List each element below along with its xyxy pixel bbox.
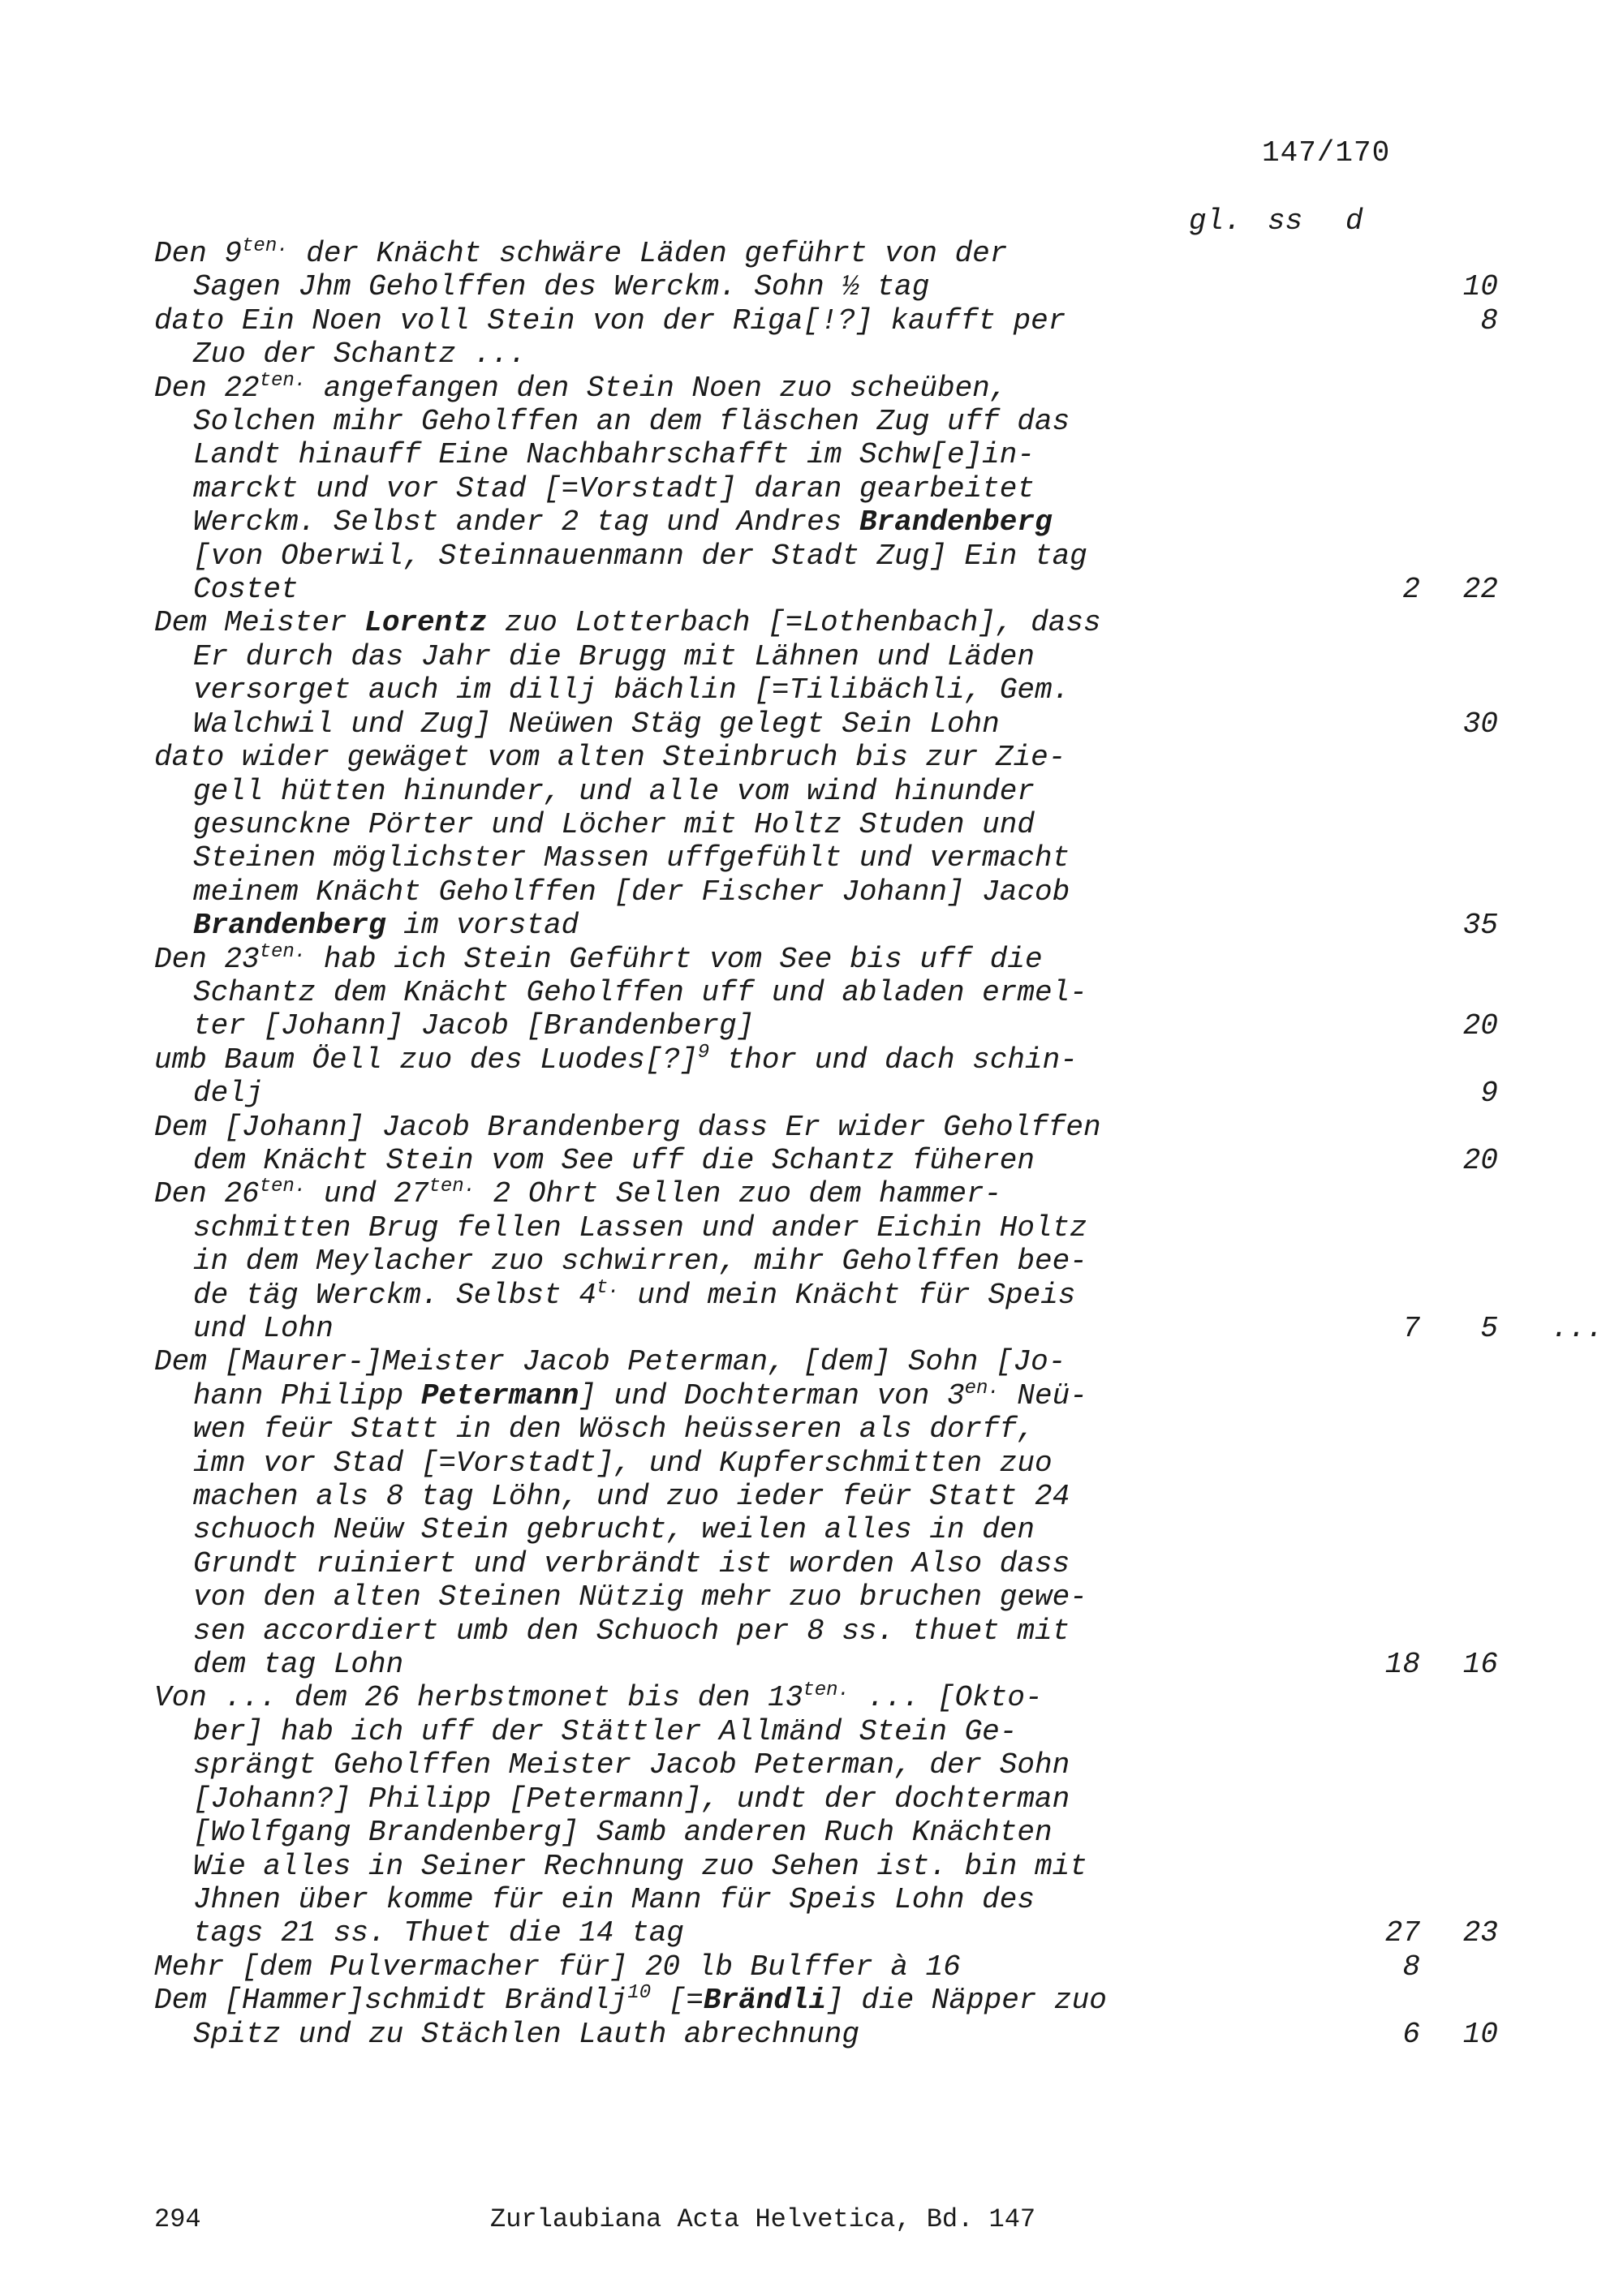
text-segment: Dem [Maurer-]Meister Jacob Peterman, [dem] Sohn [Jo- xyxy=(154,1345,1066,1379)
ledger-entry xyxy=(154,1176,1604,1345)
text-segment: sen accordiert umb den Schuoch per 8 ss. thuet mit xyxy=(193,1614,1070,1648)
entry-text xyxy=(154,1177,1191,1345)
bold-name: Petermann xyxy=(420,1378,579,1412)
ledger-entry xyxy=(154,1982,1498,2051)
ledger-entry xyxy=(154,940,1498,1043)
text-segment: Dem Meister xyxy=(154,606,365,640)
text-segment: Den 22 xyxy=(154,371,260,405)
text-segment: Landt hinauff Eine Nachbahrschafft im Schw[e]in- xyxy=(193,438,1035,472)
entry-text xyxy=(154,940,1191,1043)
bold-name: Brandenberg xyxy=(193,909,386,943)
text-segment: von den alten Steinen Nützig mehr zuo bruchen gewe- xyxy=(193,1580,1087,1615)
entry-text xyxy=(154,237,1191,304)
amount-gl: 7 xyxy=(1402,1312,1420,1345)
entry-text xyxy=(154,1681,1191,1950)
amount-ss: 16 xyxy=(1462,1648,1498,1682)
bold-name: Brändli xyxy=(703,1984,827,2018)
amount-ss: 20 xyxy=(1462,1143,1498,1177)
text-segment: ] und Dochterman von 3 xyxy=(579,1378,965,1412)
text-segment: umb Baum Öell zuo des Luodes[?] xyxy=(154,1043,698,1077)
text-segment: ter [Johann] Jacob [Brandenberg] xyxy=(193,1009,755,1043)
text-segment: Von ... dem 26 herbstmonet bis den 13 xyxy=(154,1681,803,1715)
superscript: ten. xyxy=(259,940,307,963)
ledger-entry xyxy=(154,1679,1498,1950)
text-segment: und 27 xyxy=(306,1177,429,1211)
amount-gl: 2 xyxy=(1402,573,1420,607)
superscript: en. xyxy=(964,1377,1000,1400)
text-segment: imn vor Stad [=Vorstadt], und Kupferschmitten zuo xyxy=(193,1446,1053,1480)
text-segment: Den 9 xyxy=(154,237,243,270)
amount-ss: 30 xyxy=(1462,707,1498,741)
text-segment: Costet xyxy=(193,573,299,607)
text-segment: [von Oberwil, Steinnauenmann der Stadt Zug] Ein tag xyxy=(193,539,1087,573)
ledger-entry xyxy=(154,369,1498,607)
text-segment: zuo Lotterbach [=Lothenbach], dass xyxy=(487,606,1101,640)
superscript: ten. xyxy=(428,1176,476,1198)
text-segment: Schantz dem Knächt Geholffen uff und abladen ermel- xyxy=(193,975,1087,1009)
ledger-entry xyxy=(154,1110,1498,1178)
text-segment: de täg Werckm. Selbst 4 xyxy=(193,1278,596,1312)
text-segment: Werckm. Selbst ander 2 tag und Andres xyxy=(193,505,859,540)
text-segment: Solchen mihr Geholffen an dem fläschen Zug uff das xyxy=(193,405,1070,439)
amount-ss: 9 xyxy=(1480,1077,1498,1111)
amount-d: ... xyxy=(1551,1312,1604,1345)
footer-page-number: 294 xyxy=(154,2204,201,2234)
text-segment: Dem [Johann] Jacob Brandenberg dass Er wider Geholffen xyxy=(154,1110,1101,1144)
text-segment: tags 21 ss. Thuet die 14 tag xyxy=(193,1916,684,1950)
page-number: 147/170 xyxy=(1262,136,1391,170)
text-segment: Den 26 xyxy=(154,1177,260,1211)
text-segment: [Johann?] Philipp [Petermann], undt der dochterman xyxy=(193,1782,1070,1816)
text-segment: Neü- xyxy=(999,1378,1087,1412)
text-segment: meinem Knächt Geholffen [der Fischer Johann] Jacob xyxy=(193,875,1070,909)
entry-text xyxy=(154,1043,1191,1111)
entry-text xyxy=(154,369,1191,607)
amount-ss: 5 xyxy=(1480,1312,1498,1345)
text-segment: Sagen Jhm Geholffen des Werckm. Sohn ½ tag xyxy=(193,270,930,304)
ledger-entry xyxy=(154,1041,1498,1111)
text-segment: 2 Ohrt Sellen zuo dem hammer- xyxy=(476,1177,1002,1211)
entry-text xyxy=(154,1984,1191,2051)
text-segment: [= xyxy=(651,1984,704,2018)
text-segment: gesunckne Pörter und Löcher mit Holtz Studen und xyxy=(193,807,1035,841)
amount-ss: 22 xyxy=(1462,573,1498,607)
ledger-entry xyxy=(154,1345,1498,1682)
text-segment: schuoch Neüw Stein gebrucht, weilen alles in den xyxy=(193,1513,1035,1547)
text-segment: Wie alles in Seiner Rechnung zuo Sehen ist. bin mit xyxy=(193,1849,1087,1883)
text-segment: Spitz und zu Stächlen Lauth abrechnung xyxy=(193,2017,859,2051)
footer-title: Zurlaubiana Acta Helvetica, Bd. 147 xyxy=(490,2204,1036,2234)
ledger-entry xyxy=(154,741,1498,943)
superscript: 9 xyxy=(697,1041,710,1064)
entry-text xyxy=(154,1111,1191,1178)
amount-ss: 20 xyxy=(1462,1009,1498,1043)
column-header-ss: ss xyxy=(1268,204,1303,238)
ledger-entry xyxy=(154,235,1498,304)
ledger-entry xyxy=(154,303,1498,372)
text-segment: [Wolfgang Brandenberg] Samb anderen Ruch Knächten xyxy=(193,1816,1053,1850)
superscript: ten. xyxy=(242,235,289,257)
text-segment: Steinen möglichster Massen uffgefühlt und vermacht xyxy=(193,841,1070,875)
text-segment: ber] hab ich uff der Stättler Allmänd Stein Ge- xyxy=(193,1714,1018,1748)
text-segment: marckt und vor Stad [=Vorstadt] daran gearbeitet xyxy=(193,471,1035,505)
amount-ss: 10 xyxy=(1462,270,1498,304)
text-segment: gell hütten hinunder, und alle vom wind hinunder xyxy=(193,774,1035,808)
text-segment: dem tag Lohn xyxy=(193,1648,404,1682)
text-segment: Grundt ruiniert und verbrändt ist worden Also dass xyxy=(193,1546,1070,1580)
entry-text xyxy=(154,1345,1191,1681)
ledger-entry xyxy=(154,1950,1453,1984)
entry-text xyxy=(154,304,1191,372)
amount-ss: 10 xyxy=(1462,2017,1498,2051)
amount-gl: 18 xyxy=(1384,1648,1420,1682)
text-segment: thor und dach schin- xyxy=(709,1043,1078,1077)
superscript: 10 xyxy=(627,1982,652,2005)
superscript: ten. xyxy=(259,369,307,392)
column-header-d: d xyxy=(1345,204,1363,238)
entry-text xyxy=(154,1950,1191,1984)
text-segment: angefangen den Stein Noen zuo scheüben, xyxy=(306,371,1008,405)
text-segment: Dem [Hammer]schmidt Brändlj xyxy=(154,1984,628,2018)
text-segment: Er durch das Jahr die Brugg mit Lähnen und Läden xyxy=(193,639,1035,673)
amount-gl: 6 xyxy=(1402,2017,1420,2051)
text-segment: hab ich Stein Geführt vom See bis uff die xyxy=(306,942,1043,976)
account-entries xyxy=(154,235,1604,2051)
text-segment: dato wider gewäget vom alten Steinbruch bis zur Zie- xyxy=(154,741,1066,775)
text-segment: in dem Meylacher zuo schwirren, mihr Geholffen bee- xyxy=(193,1245,1087,1279)
text-segment: ] die Näpper zuo xyxy=(826,1984,1107,2018)
text-segment: und mein Knächt für Speis xyxy=(619,1278,1076,1312)
text-segment: hann Philipp xyxy=(193,1378,421,1412)
text-segment: Jhnen über komme für ein Mann für Speis Lohn des xyxy=(193,1882,1035,1916)
text-segment: sprängt Geholffen Meister Jacob Peterman, der Sohn xyxy=(193,1748,1070,1782)
amount-ss: 23 xyxy=(1462,1916,1498,1950)
text-segment: dato Ein Noen voll Stein von der Riga[!?] kaufft per xyxy=(154,303,1066,338)
text-segment: machen als 8 tag Löhn, und zuo ieder feür Statt 24 xyxy=(193,1480,1070,1514)
amount-ss: 8 xyxy=(1480,303,1498,338)
amount-gl: 27 xyxy=(1384,1916,1420,1950)
text-segment: ... [Okto- xyxy=(849,1681,1043,1715)
text-segment: wen feür Statt in den Wösch heüsseren als dorff, xyxy=(193,1412,1035,1447)
ledger-entry xyxy=(154,606,1498,741)
text-segment: Zuo der Schantz ... xyxy=(193,338,527,372)
superscript: ten. xyxy=(803,1679,850,1702)
text-segment: dem Knächt Stein vom See uff die Schantz füheren xyxy=(193,1143,1035,1177)
bold-name: Lorentz xyxy=(364,606,488,640)
column-header-gl: gl. xyxy=(1189,204,1242,238)
text-segment: delj xyxy=(193,1077,264,1111)
text-segment: Walchwil und Zug] Neüwen Stäg gelegt Sein Lohn xyxy=(193,707,1000,741)
superscript: ten. xyxy=(259,1176,307,1198)
superscript: t. xyxy=(596,1276,620,1299)
text-segment: Den 23 xyxy=(154,942,260,976)
text-segment: versorget auch im dillj bächlin [=Tilibächli, Gem. xyxy=(193,673,1070,707)
amount-gl: 8 xyxy=(1402,1950,1420,1984)
text-segment: Mehr [dem Pulvermacher für] 20 lb Bulffer à 16 xyxy=(154,1950,961,1984)
text-segment: schmitten Brug fellen Lassen und ander Eichin Holtz xyxy=(193,1210,1087,1245)
text-segment: im vorstad xyxy=(385,909,579,943)
entry-text xyxy=(154,606,1191,741)
amount-ss: 35 xyxy=(1462,909,1498,943)
entry-text xyxy=(154,741,1191,942)
text-segment: und Lohn xyxy=(193,1312,334,1345)
text-segment: der Knächt schwäre Läden geführt von der xyxy=(288,237,1008,270)
bold-name: Brandenberg xyxy=(859,505,1053,540)
